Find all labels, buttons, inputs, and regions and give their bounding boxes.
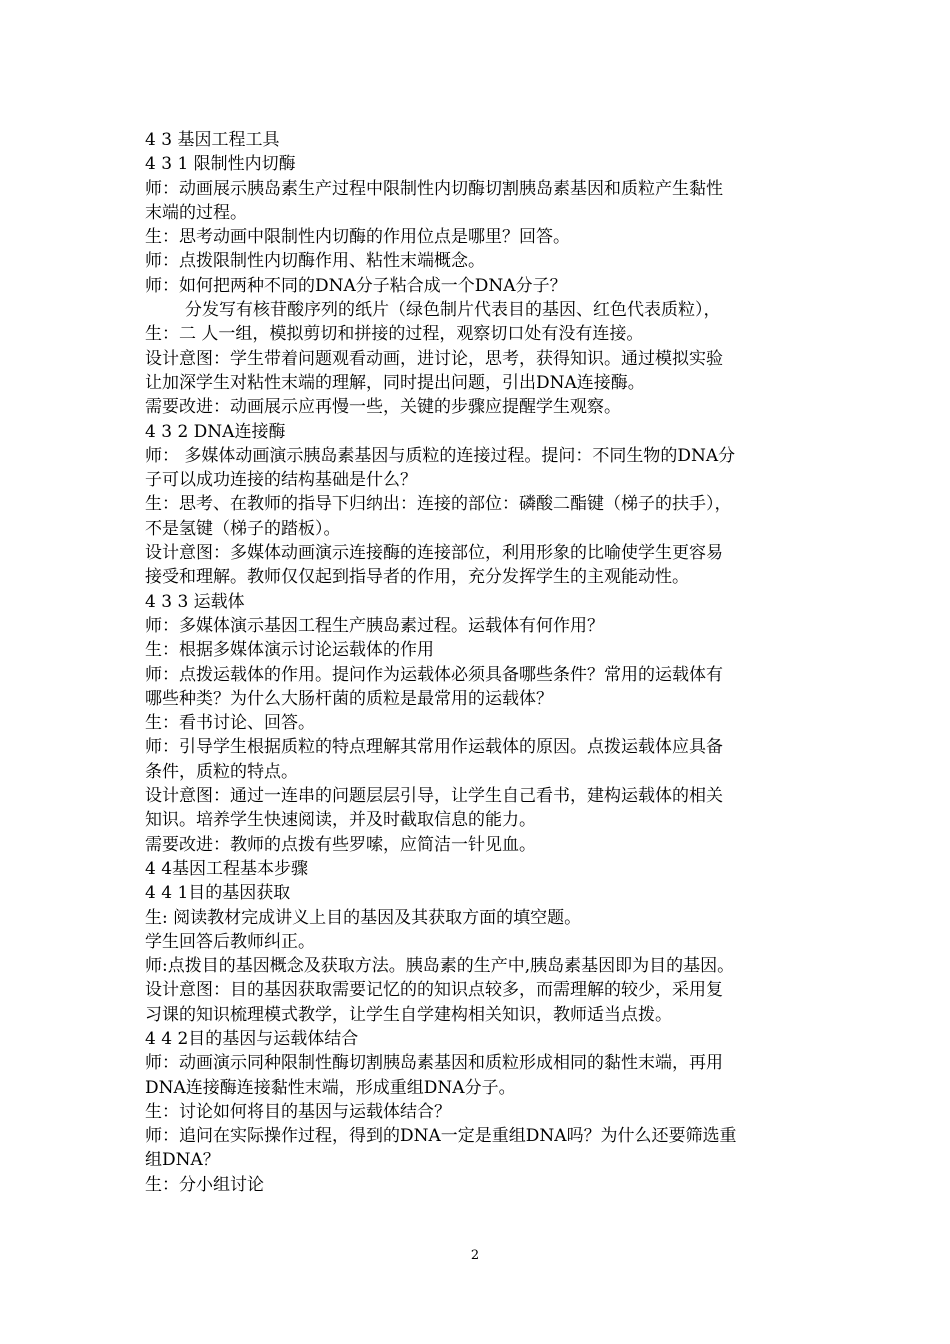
page-number: 2 [470,1248,480,1263]
text-line: 需要改进：动画展示应再慢一些，关键的步骤应提醒学生观察。 [145,397,621,418]
text-line: 生：看书讨论、回答。 [145,713,315,734]
section-heading: 4 3 基因工程工具 [145,130,280,150]
text-line: 生：思考动画中限制性内切酶的作用位点是哪里？回答。 [145,227,570,248]
text-line: 师：如何把两种不同的DNA分子粘合成一个DNA分子？ [145,275,567,296]
text-line: 让加深学生对粘性末端的理解，同时提出问题，引出DNA连接酶。 [145,372,645,393]
text-line: 设计意图：多媒体动画演示连接酶的连接部位，利用形象的比喻使学生更容易 [145,543,723,564]
text-line: 子可以成功连接的结构基础是什么？ [145,470,417,491]
subsection-heading: 4 3 1 限制性内切酶 [145,154,296,175]
text-line: 哪些种类？为什么大肠杆菌的质粒是最常用的运载体？ [145,688,553,709]
subsection-heading: 4 4 1目的基因获取 [145,883,291,904]
text-line: 师：引导学生根据质粒的特点理解其常用作运载体的原因。点拨运载体应具备 [145,737,723,758]
subsection-heading: 4 3 2 DNA连接酶 [145,421,286,442]
text-line: 师：动画演示同种限制性酶切割胰岛素基因和质粒形成相同的黏性末端，再用 [145,1053,723,1074]
text-line-indented: 分发写有核苷酸序列的纸片（绿色制片代表目的基因、红色代表质粒）， [185,300,721,321]
text-line: 学生回答后教师纠正。 [145,931,315,952]
text-line: 师：点拨运载体的作用。提问作为运载体必须具备哪些条件？常用的运载体有 [145,664,723,685]
text-line: 设计意图：目的基因获取需要记忆的的知识点较多，而需理解的较少，采用复 [145,980,723,1001]
text-line: 生：讨论如何将目的基因与运载体结合？ [145,1101,451,1122]
text-line: 生：二 人一组，模拟剪切和拼接的过程，观察切口处有没有连接。 [145,324,644,345]
text-line: 末端的过程。 [145,202,247,223]
text-line: DNA连接酶连接黏性末端，形成重组DNA分子。 [145,1077,516,1098]
text-line: 条件，质粒的特点。 [145,761,298,782]
text-line: 生：根据多媒体演示讨论运载体的作用 [145,640,434,661]
text-line: 知识。培养学生快速阅读，并及时截取信息的能力。 [145,810,536,831]
subsection-heading: 4 3 3 运载体 [145,591,245,612]
text-line: 师:点拨目的基因概念及获取方法。胰岛素的生产中,胰岛素基因即为目的基因。 [145,956,735,977]
text-line: 生: 阅读教材完成讲义上目的基因及其获取方面的填空题。 [145,907,582,928]
text-line: 师：追问在实际操作过程，得到的DNA一定是重组DNA吗？为什么还要筛选重 [145,1126,737,1147]
text-line: 习课的知识梳理模式教学，让学生自学建构相关知识，教师适当点拨。 [145,1004,672,1025]
text-line: 生：分小组讨论 [145,1174,264,1195]
text-line: 师：动画展示胰岛素生产过程中限制性内切酶切割胰岛素基因和质粒产生黏性 [145,178,723,199]
text-line: 组DNA？ [145,1150,220,1171]
text-line: 师：多媒体演示基因工程生产胰岛素过程。运载体有何作用？ [145,615,604,636]
text-line: 设计意图：学生带着问题观看动画，进讨论，思考，获得知识。通过模拟实验 [145,348,723,369]
text-line: 需要改进：教师的点拨有些罗嗦，应简洁一针见血。 [145,834,536,855]
text-line: 接受和理解。教师仅仅起到指导者的作用，充分发挥学生的主观能动性。 [145,567,689,588]
text-line: 生：思考、在教师的指导下归纳出：连接的部位：磷酸二酯键（梯子的扶手）， [145,494,732,515]
text-line: 师：点拨限制性内切酶作用、粘性末端概念。 [145,251,485,272]
subsection-heading: 4 4 2目的基因与运载体结合 [145,1028,359,1049]
text-line: 不是氢键（梯子的踏板）。 [145,518,341,539]
text-line: 师： 多媒体动画演示胰岛素基因与质粒的连接过程。提问：不同生物的DNA分 [145,445,736,466]
section-heading: 4 4基因工程基本步骤 [145,858,309,879]
document-body [145,128,817,1197]
text-line: 设计意图：通过一连串的问题层层引导，让学生自己看书，建构运载体的相关 [145,786,723,807]
